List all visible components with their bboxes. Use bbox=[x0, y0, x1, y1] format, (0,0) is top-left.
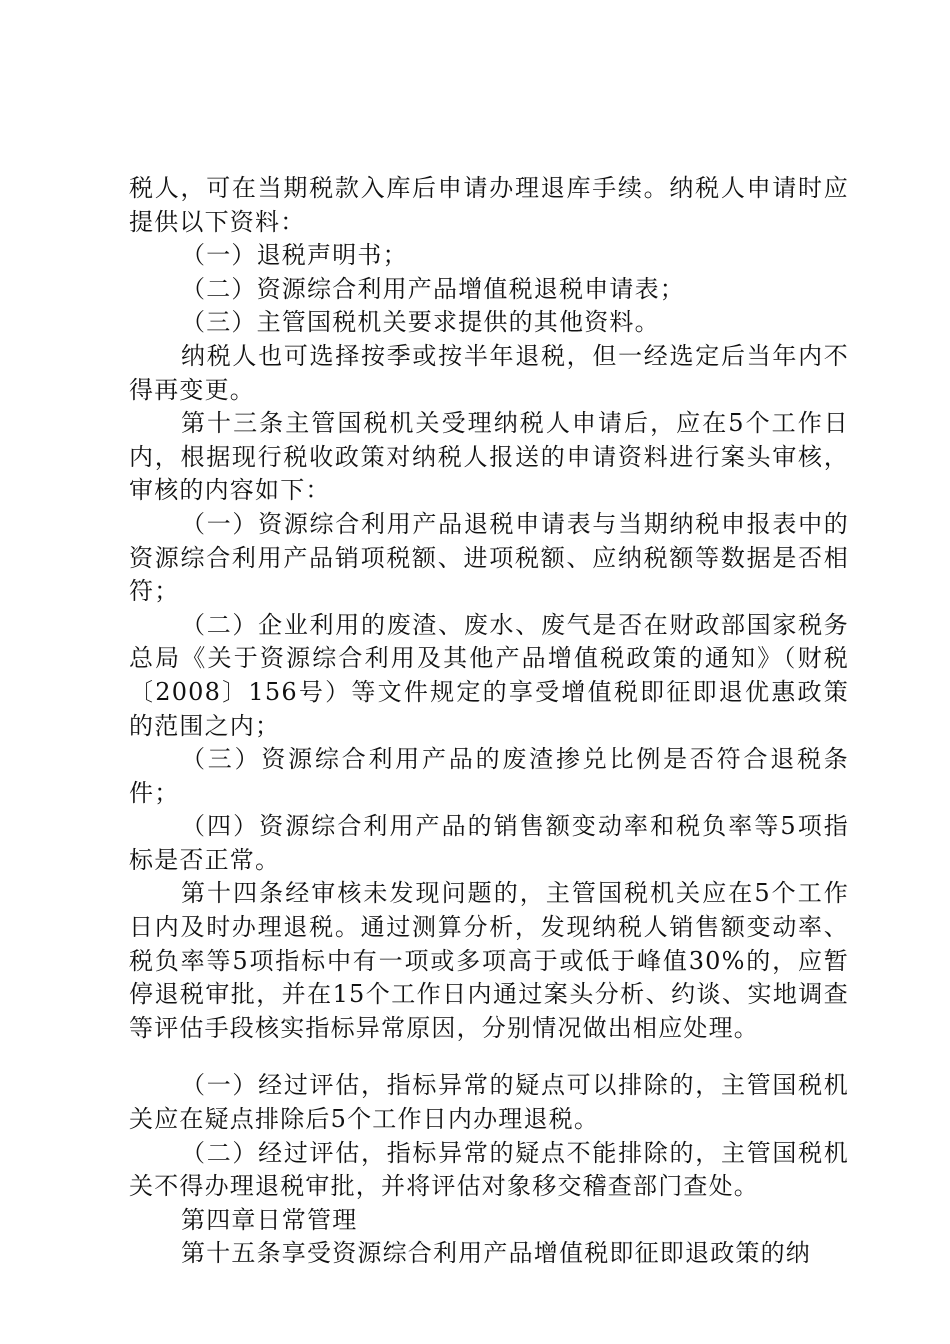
paragraph-1: 税人，可在当期税款入库后申请办理退库手续。纳税人申请时应提供以下资料： bbox=[129, 174, 849, 236]
paragraph-6: 第十三条主管国税机关受理纳税人申请后，应在5个工作日内，根据现行税收政策对纳税人报送的申请资料进行案头审核，审核的内容如下： bbox=[129, 409, 849, 505]
paragraph-9: （三）资源综合利用产品的废渣掺兑比例是否符合退税条件； bbox=[129, 745, 849, 807]
document-body bbox=[129, 172, 849, 1271]
paragraph-15: 第十五条享受资源综合利用产品增值税即征即退政策的纳 bbox=[181, 1239, 811, 1268]
chapter-heading: 第四章日常管理 bbox=[181, 1205, 358, 1234]
paragraph-13: （二）经过评估，指标异常的疑点不能排除的，主管国税机关不得办理退税审批，并将评估对象移交稽查部门查处。 bbox=[129, 1138, 849, 1201]
paragraph-10: （四）资源综合利用产品的销售额变动率和税负率等5项指标是否正常。 bbox=[129, 812, 849, 874]
paragraph-8: （二）企业利用的废渣、废水、废气是否在财政部国家税务总局《关于资源综合利用及其他产品增值税政策的通知》（财税〔2008〕156号）等文件规定的享受增值税即征即退优惠政策的范围之内； bbox=[129, 610, 849, 740]
paragraph-11: 第十四条经审核未发现问题的，主管国税机关应在5个工作日内及时办理退税。通过测算分析，发现纳税人销售额变动率、税负率等5项指标中有一项或多项高于或低于峰值30%的，应暂停退税审批，并在15个工作日内通过案头分析、约谈、实地调查等评估手段核实指标异常原因，分别情况做出相应处理。 bbox=[129, 879, 849, 1042]
paragraph-5: 纳税人也可选择按季或按半年退税，但一经选定后当年内不得再变更。 bbox=[129, 341, 849, 404]
paragraph-4: （三）主管国税机关要求提供的其他资料。 bbox=[181, 308, 660, 337]
paragraph-2: （一）退税声明书； bbox=[181, 241, 408, 270]
paragraph-7: （一）资源综合利用产品退税申请表与当期纳税申报表中的资源综合利用产品销项税额、进项税额、应纳税额等数据是否相符； bbox=[129, 509, 849, 606]
paragraph-12: （一）经过评估，指标异常的疑点可以排除的，主管国税机关应在疑点排除后5个工作日内办理退税。 bbox=[129, 1071, 849, 1134]
paragraph-3: （二）资源综合利用产品增值税退税申请表； bbox=[181, 274, 685, 303]
